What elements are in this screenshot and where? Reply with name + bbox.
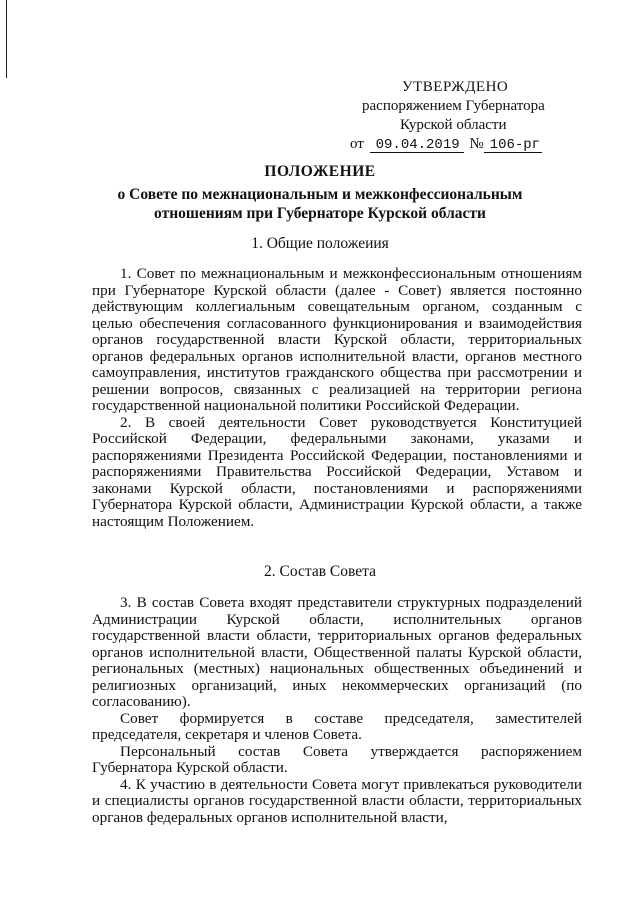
paragraph-2: 2. В своей деятельности Совет руководствуется Конституцией Российской Федерации, федеральными законами, указами и распоряжениями Президента Российской Федерации, постановлениями и распоряжениями Правительства Российской Федерации, Уставом и законами Курской области, постановлениями и распоряжениями Губернатора Курской области, Администрации Курской области, а также настоящим Положением. <box>92 413 582 530</box>
approval-number: 106-рг <box>484 138 542 153</box>
paragraph-3-composition: Персональный состав Совета утверждается распоряжением Губернатора Курской области. <box>92 742 582 776</box>
section-2-heading: 2. Состав Совета <box>264 563 376 580</box>
document-title <box>60 162 580 223</box>
paragraph-1: 1. Совет по межнациональным и межконфессиональным отношениям при Губернаторе Курской области (далее - Совет) является постоянно действующим коллегиальным совещательным органом, созданным с целью обеспечения согласованного функционирования и взаимодействия органов государственной власти Курской области, территориальных органов федеральных органов исполнительной власти, органов местного самоуправления, институтов гражданского общества при рассмотрении и решении вопросов, связанных с реализацией на территории региона государственной национальной политики Российской Федерации. <box>92 265 582 414</box>
approval-date-line <box>330 135 590 154</box>
approval-stamp <box>330 78 590 154</box>
document-title-line2: отношениям при Губернаторе Курской области <box>154 205 486 222</box>
approval-date: 09.04.2019 <box>370 138 464 153</box>
section-1-heading: 1. Общие положеиия <box>251 235 389 252</box>
approval-from-label: от <box>350 136 364 152</box>
approval-order-line: распоряжением Губернатора <box>362 98 545 114</box>
paragraph-3: 3. В состав Совета входят представители структурных подразделений Администрации Курской области, исполнительных органов государственной власти области, территориальных органов федеральных органов исполнительной власти, Общественной палаты Курской области, региональных (местных) национальных общественных объединений и религиозных организаций, иных некоммерческих организаций (по согласованию). <box>92 594 582 710</box>
section-1-body <box>92 266 582 530</box>
document-title-line1: о Совете по межнациональным и межконфессиональным <box>117 186 523 203</box>
document-title-main: ПОЛОЖЕНИЕ <box>264 163 376 180</box>
approval-region-line: Курской области <box>400 117 507 133</box>
approval-title: УТВЕРЖДЕНО <box>402 79 509 95</box>
section-2-body <box>92 595 582 826</box>
page-edge-line <box>6 0 7 78</box>
paragraph-3-chair: Совет формируется в составе председателя, заместителей председателя, секретаря и членов Совета. <box>92 709 582 743</box>
paragraph-4: 4. К участию в деятельности Совета могут привлекаться руководители и специалисты органов государственной власти области, территориальных органов федеральных органов исполнительной власти, <box>92 775 582 826</box>
approval-number-label: № <box>469 136 484 152</box>
